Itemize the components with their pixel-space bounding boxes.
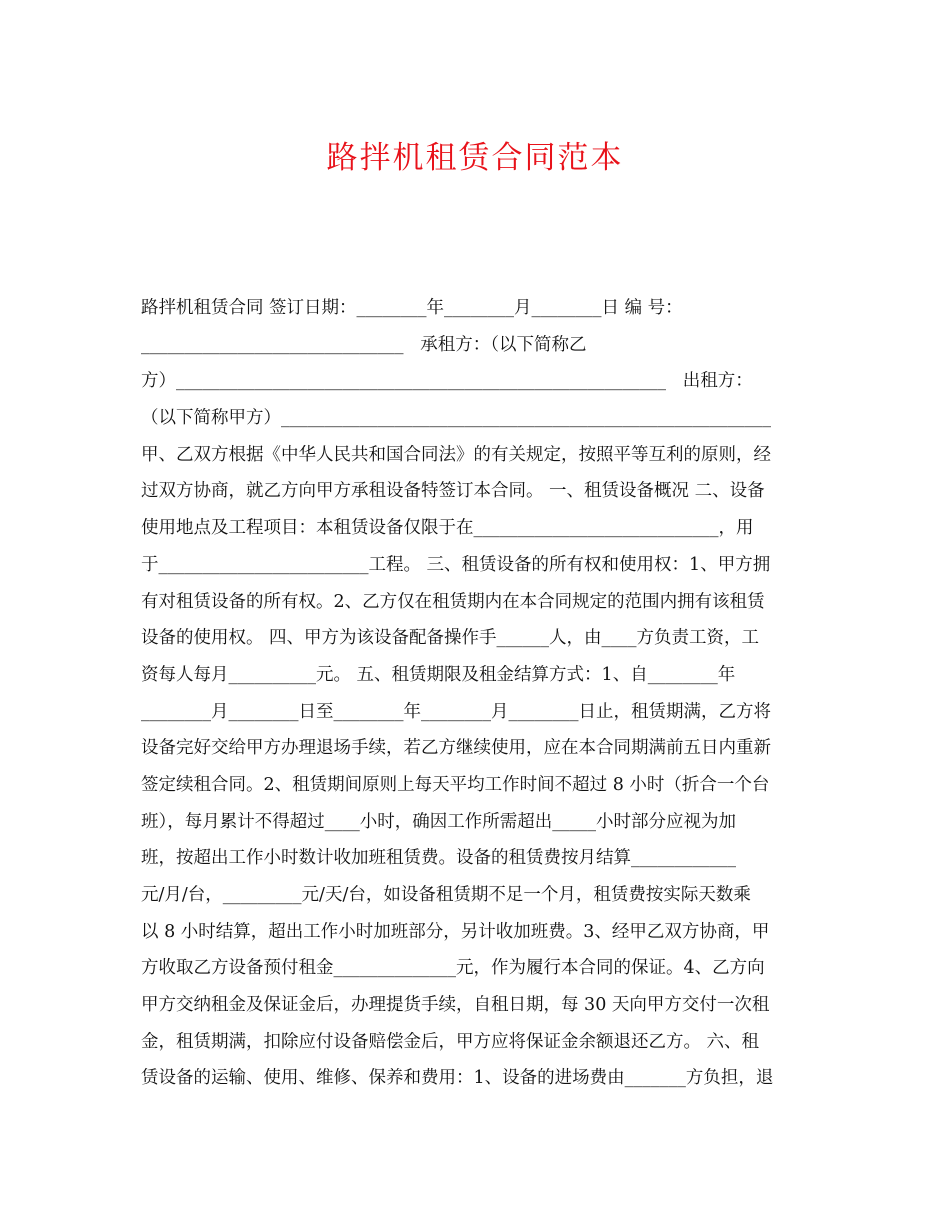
body-line: 班），每月累计不得超过____小时，确因工作所需超出_____小时部分应视为加 [141, 811, 736, 832]
body-line: ______________________________ 承租方：（以下简称乙 [141, 334, 587, 355]
body-line: 班，按超出工作小时数计收加班租赁费。设备的租赁费按月结算____________ [141, 848, 736, 869]
body-line: 赁设备的运输、使用、维修、保养和费用：1、设备的进场费由_______方负担，退 [141, 1068, 774, 1089]
body-line: （以下简称甲方）________________________________________________________ [141, 408, 771, 429]
body-line: 以 8 小时结算，超出工作小时加班部分，另计收加班费。3、经甲乙双方协商，甲 [141, 921, 770, 942]
body-line: 金，租赁期满，扣除应付设备赔偿金后，甲方应将保证金余额退还乙方。 六、租 [141, 1031, 760, 1052]
document-title: 路拌机租赁合同范本 [326, 140, 624, 176]
body-line: 甲、乙双方根据《中华人民共和国合同法》的有关规定，按照平等互利的原则，经 [141, 444, 771, 465]
body-line: ________月________日至________年________月________日止，租赁期满，乙方将 [141, 701, 771, 722]
body-line: 过双方协商，就乙方向甲方承租设备特签订本合同。 一、租赁设备概况 二、设备 [141, 481, 765, 502]
document-body [141, 290, 821, 1097]
body-line: 使用地点及工程项目：本租赁设备仅限于在____________________________，用 [141, 518, 754, 539]
body-line: 方收取乙方设备预付租金______________元，作为履行本合同的保证。4、乙方向 [141, 958, 765, 979]
body-line: 元/月/台，_________元/天/台，如设备租赁期不足一个月，租赁费按实际天数乘 [141, 885, 751, 905]
body-line: 设备完好交给甲方办理退场手续，若乙方继续使用，应在本合同期满前五日内重新 [141, 738, 771, 759]
body-line: 设备的使用权。 四、甲方为该设备配备操作手______人，由____方负责工资，工 [141, 628, 760, 649]
body-line: 于________________________工程。 三、租赁设备的所有权和使用权：1、甲方拥 [141, 554, 771, 575]
body-line: 签定续租合同。2、租赁期间原则上每天平均工作时间不超过 8 小时（折合一个台 [141, 774, 770, 795]
body-line: 甲方交纳租金及保证金后，办理提货手续，自租日期，每 30 天向甲方交付一次租 [141, 995, 770, 1016]
body-line: 方）________________________________________________________ 出租方： [141, 371, 753, 392]
body-line: 有对租赁设备的所有权。2、乙方仅在租赁期内在本合同规定的范围内拥有该租赁 [141, 591, 765, 612]
body-line: 路拌机租赁合同 签订日期：________年________月________日 编 号： [141, 298, 683, 318]
body-line: 资每人每月__________元。 五、租赁期限及租金结算方式：1、自________年 [141, 664, 736, 685]
